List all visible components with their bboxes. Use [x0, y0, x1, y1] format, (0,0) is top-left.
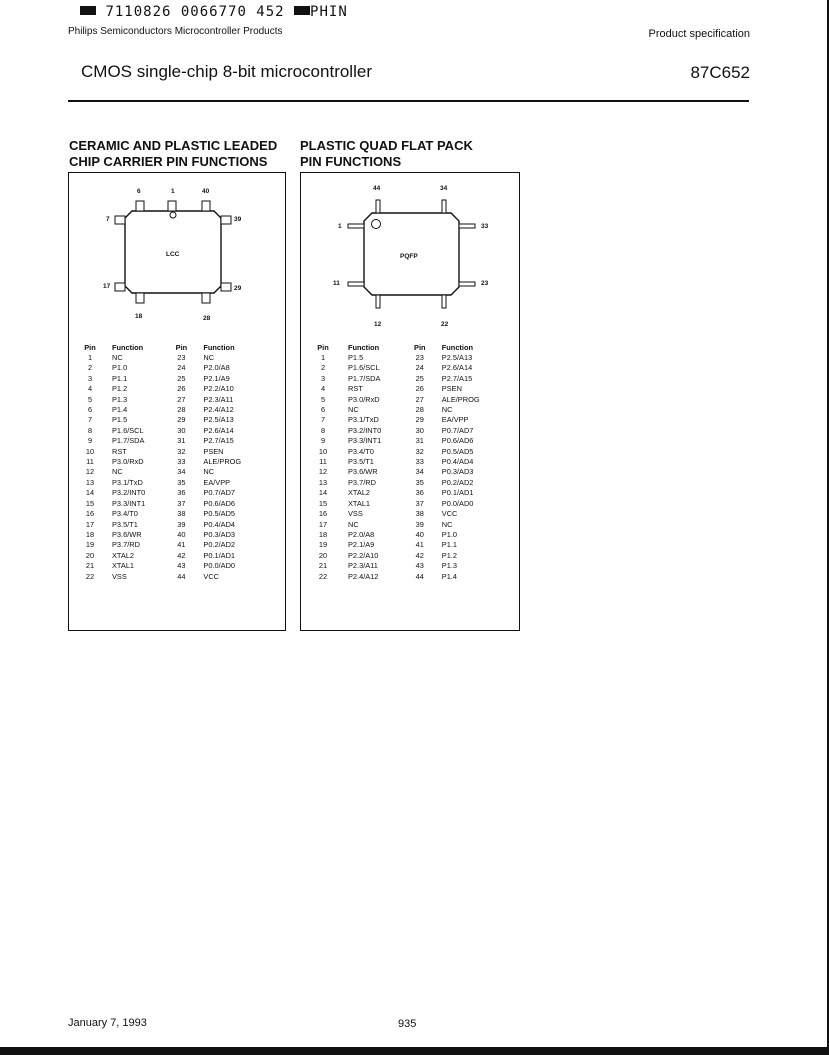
pin-function-cell: P1.1 [441, 540, 457, 550]
pin-function-cell: P3.4/T0 [348, 446, 374, 456]
pin-function-cell: P1.0 [441, 529, 457, 539]
pin-function-cell: P3.3/INT1 [112, 498, 146, 508]
column-header: Function [441, 342, 473, 352]
pin-number-cell: 16 [85, 509, 95, 519]
pin-function-cell: P3.7/RD [112, 540, 140, 550]
pin-number-cell: 30 [177, 425, 186, 435]
pin-function-cell: P0.5/AD5 [203, 509, 236, 519]
barcode-text: 7110826 0066770 452 [105, 4, 285, 20]
table-row [82, 572, 272, 582]
pin-function-cell: P3.1/TxD [348, 415, 379, 425]
scan-barcode-line [80, 4, 348, 20]
table-row [82, 499, 272, 509]
pin-number-cell: 10 [318, 446, 328, 456]
pqfp-pin-label: 12 [374, 321, 382, 328]
pin-number-cell: 31 [177, 436, 186, 446]
pin-function-cell: ALE/PROG [203, 457, 242, 467]
pin-function-cell: P2.6/A14 [203, 425, 234, 435]
pin-number-cell: 13 [85, 477, 95, 487]
pin-function-cell: RST [112, 446, 127, 456]
table-row [82, 447, 272, 457]
lcc-chip-label: LCC [166, 251, 180, 258]
barcode-suffix: PHIN [310, 4, 348, 20]
page-number: 935 [398, 1018, 417, 1030]
column-header: Pin [414, 342, 426, 352]
pin-number-cell: 4 [87, 384, 93, 394]
pin-function-cell: P0.2/AD2 [441, 477, 474, 487]
pin-function-cell: P0.5/AD5 [441, 446, 474, 456]
pin-function-cell: P2.0/A8 [203, 363, 230, 373]
table-row [315, 374, 511, 384]
pin-number-cell: 24 [415, 363, 424, 373]
pin-function-cell: P1.1 [112, 373, 128, 383]
pin-number-cell: 29 [415, 415, 424, 425]
barcode-block-icon [80, 6, 96, 15]
pin-number-cell: 1 [87, 353, 93, 362]
column-header: Function [348, 342, 380, 352]
pin-function-cell: P1.2 [441, 550, 457, 560]
pin-function-cell: P3.6/WR [112, 529, 142, 539]
pin-number-cell: 42 [177, 550, 186, 560]
pin-number-cell: 7 [87, 415, 93, 425]
pin-number-cell: 21 [318, 561, 328, 571]
pin-number-cell: 18 [85, 529, 95, 539]
pin-number-cell: 39 [415, 519, 424, 529]
pin-function-cell: P1.0 [112, 363, 128, 373]
pin-function-cell: P2.4/A12 [203, 405, 234, 415]
pqfp-pin-label: 11 [333, 280, 340, 287]
pin-number-cell: 14 [85, 488, 95, 498]
lcc-heading [69, 138, 277, 170]
table-row [82, 488, 272, 498]
pin-number-cell: 26 [415, 384, 424, 394]
pin-function-cell: XTAL1 [348, 498, 371, 508]
pqfp-pin-label: 23 [481, 280, 489, 287]
pin-number-cell: 23 [177, 353, 186, 362]
pin-function-cell: P0.0/AD0 [203, 561, 236, 571]
pin-function-cell: ALE/PROG [441, 394, 480, 404]
pin-function-cell: NC [203, 353, 215, 362]
pin-function-cell: P0.6/AD6 [441, 436, 474, 446]
pin-number-cell: 35 [415, 477, 424, 487]
pin-function-cell: P2.0/A8 [348, 529, 375, 539]
pin-function-cell: P3.0/RxD [348, 394, 380, 404]
pin-number-cell: 1 [320, 353, 326, 362]
table-row [82, 551, 272, 561]
table-row [82, 457, 272, 467]
pin-number-cell: 8 [87, 425, 93, 435]
pin-function-cell: P1.6/SCL [348, 363, 380, 373]
pin-number-cell: 25 [177, 373, 186, 383]
table-row [315, 405, 511, 415]
table-row [315, 478, 511, 488]
pqfp-pin-table [315, 342, 511, 582]
table-row [315, 530, 511, 540]
lcc-heading-line2: CHIP CARRIER PIN FUNCTIONS [69, 154, 268, 169]
pin-function-cell: P3.2/INT0 [112, 488, 146, 498]
pin-function-cell: P1.3 [441, 561, 457, 571]
pin-function-cell: P2.2/A10 [348, 550, 379, 560]
scan-bottom-edge [0, 1047, 829, 1055]
column-header: Pin [317, 342, 329, 352]
pin-number-cell: 37 [415, 498, 424, 508]
pqfp-heading-line1: PLASTIC QUAD FLAT PACK [300, 138, 473, 153]
pin-number-cell: 38 [177, 509, 186, 519]
pin-function-cell: P1.4 [441, 571, 457, 581]
pin-number-cell: 7 [320, 415, 326, 425]
table-row [315, 561, 511, 571]
pin-function-cell: P3.3/INT1 [348, 436, 382, 446]
part-number: 87C652 [690, 63, 750, 82]
pin-function-cell: P0.1/AD1 [441, 488, 474, 498]
table-row [315, 520, 511, 530]
lcc-pin-label: 29 [234, 285, 242, 292]
pin-number-cell: 21 [85, 561, 95, 571]
pin-number-cell: 33 [415, 457, 424, 467]
pin-number-cell: 3 [320, 373, 326, 383]
lcc-pin-label: 17 [103, 283, 111, 290]
pqfp-pin-label: 34 [440, 185, 448, 192]
pin-function-cell: RST [348, 384, 363, 394]
pqfp-heading-line2: PIN FUNCTIONS [300, 154, 402, 169]
pin-number-cell: 31 [415, 436, 424, 446]
table-row [315, 426, 511, 436]
pin-function-cell: P2.7/A15 [203, 436, 234, 446]
table-row [315, 363, 511, 373]
pin-number-cell: 26 [177, 384, 186, 394]
pin-function-cell: VSS [112, 571, 127, 581]
pin-number-cell: 20 [318, 550, 328, 560]
pin-number-cell: 29 [177, 415, 186, 425]
table-row [82, 426, 272, 436]
pin-function-cell: P1.3 [112, 394, 128, 404]
page-title: CMOS single-chip 8-bit microcontroller [81, 62, 372, 81]
pin-function-cell: P1.5 [348, 353, 364, 362]
pqfp-pin-label: 22 [441, 321, 449, 328]
lcc-pin-label: 40 [202, 188, 210, 195]
pqfp-heading [300, 138, 473, 170]
pin-number-cell: 41 [415, 540, 424, 550]
lcc-panel [68, 172, 286, 631]
pin-function-cell: P2.5/A13 [203, 415, 234, 425]
pin-function-cell: P3.5/T1 [112, 519, 138, 529]
pin-number-cell: 15 [85, 498, 95, 508]
table-row [315, 499, 511, 509]
pin-function-cell: P2.6/A14 [441, 363, 473, 373]
pin-function-cell: XTAL2 [112, 550, 135, 560]
pin-function-cell: P3.2/INT0 [348, 425, 382, 435]
pqfp-pin-label: 33 [481, 223, 489, 230]
pin-number-cell: 30 [415, 425, 424, 435]
table-row [82, 561, 272, 571]
pin-number-cell: 23 [415, 353, 424, 362]
pin-number-cell: 43 [415, 561, 424, 571]
table-row [315, 415, 511, 425]
pin-number-cell: 19 [85, 540, 95, 550]
pin-function-cell: P0.3/AD3 [441, 467, 474, 477]
table-row [82, 363, 272, 373]
table-row [82, 478, 272, 488]
table-row [82, 509, 272, 519]
pin-function-cell: PSEN [441, 384, 462, 394]
pin-number-cell: 6 [87, 405, 93, 415]
pin-function-cell: NC [441, 519, 453, 529]
pin-number-cell: 8 [320, 425, 326, 435]
table-row [315, 436, 511, 446]
pqfp-chip-label: PQFP [400, 253, 418, 260]
pin-function-cell: NC [112, 353, 123, 362]
pin-function-cell: P0.7/AD7 [203, 488, 236, 498]
lcc-pin-label: 39 [234, 216, 242, 223]
pin-number-cell: 22 [318, 571, 328, 581]
doc-type: Product specification [648, 28, 750, 40]
pin-function-cell: P2.7/A15 [441, 373, 473, 383]
pin-number-cell: 42 [415, 550, 424, 560]
pin-number-cell: 13 [318, 477, 328, 487]
pin-function-cell: P2.2/A10 [203, 384, 234, 394]
company-name: Philips Semiconductors Microcontroller Products [68, 26, 283, 37]
pin-function-cell: P0.2/AD2 [203, 540, 236, 550]
column-header: Function [203, 342, 235, 352]
pin-number-cell: 5 [87, 394, 93, 404]
table-row [82, 384, 272, 394]
barcode-block-icon [294, 6, 310, 15]
pin-number-cell: 32 [177, 446, 186, 456]
pin-function-cell: P1.7/SDA [348, 373, 381, 383]
pin-function-cell: P2.3/A11 [348, 561, 378, 571]
lcc-pin-label: 6 [137, 188, 141, 195]
pin-number-cell: 3 [87, 373, 93, 383]
pqfp-panel [300, 172, 520, 631]
pin-function-cell: VCC [203, 571, 219, 581]
pin-function-cell: NC [348, 519, 359, 529]
pin-number-cell: 41 [177, 540, 186, 550]
lcc-pin-label: 7 [106, 216, 110, 223]
pin-number-cell: 32 [415, 446, 424, 456]
pin-function-cell: NC [441, 405, 453, 415]
pin-number-cell: 28 [415, 405, 424, 415]
pin-function-cell: P0.3/AD3 [203, 529, 236, 539]
table-row [315, 353, 511, 363]
table-row [315, 572, 511, 582]
table-row [82, 540, 272, 550]
table-row [315, 457, 511, 467]
pin-function-cell: P2.1/A9 [203, 373, 230, 383]
header-rule [68, 100, 749, 102]
pin-function-cell: P3.7/RD [348, 477, 376, 487]
pin-number-cell: 2 [320, 363, 326, 373]
table-row [315, 488, 511, 498]
table-row [82, 395, 272, 405]
pin-number-cell: 16 [318, 509, 328, 519]
pin-number-cell: 4 [320, 384, 326, 394]
pin-function-cell: P3.6/WR [348, 467, 378, 477]
pin-number-cell: 28 [177, 405, 186, 415]
table-row [82, 520, 272, 530]
table-row [315, 447, 511, 457]
pin-number-cell: 12 [318, 467, 328, 477]
pin-number-cell: 12 [85, 467, 95, 477]
lcc-pin-table [82, 342, 272, 582]
pin-number-cell: 37 [177, 498, 186, 508]
pin-number-cell: 25 [415, 373, 424, 383]
pin-function-cell: NC [203, 467, 215, 477]
pin-function-cell: EA/VPP [203, 477, 231, 487]
pin-function-cell: P0.4/AD4 [203, 519, 236, 529]
pin-function-cell: XTAL1 [112, 561, 135, 571]
pin-number-cell: 20 [85, 550, 95, 560]
table-row [315, 384, 511, 394]
pqfp-pin-label: 1 [338, 223, 342, 230]
lcc-pin-label: 1 [171, 188, 175, 195]
pin-function-cell: VCC [441, 509, 458, 519]
table-header-row [82, 342, 272, 353]
pin-number-cell: 2 [87, 363, 93, 373]
pin-number-cell: 35 [177, 477, 186, 487]
lcc-pin-label: 18 [135, 313, 143, 320]
pin-function-cell: P3.4/T0 [112, 509, 138, 519]
lcc-pin-label: 28 [203, 315, 211, 322]
pin-number-cell: 36 [415, 488, 424, 498]
table-row [315, 509, 511, 519]
pin-function-cell: P1.2 [112, 384, 128, 394]
lcc-heading-line1: CERAMIC AND PLASTIC LEADED [69, 138, 278, 153]
pin-number-cell: 6 [320, 405, 326, 415]
pin-function-cell: P0.1/AD1 [203, 550, 236, 560]
pin-number-cell: 11 [319, 457, 327, 467]
table-header-row [315, 342, 511, 353]
pin-number-cell: 17 [85, 519, 95, 529]
pin-number-cell: 44 [177, 571, 186, 581]
pin-function-cell: P1.7/SDA [112, 436, 145, 446]
pin-number-cell: 40 [177, 529, 186, 539]
pin-function-cell: P2.3/A11 [203, 394, 234, 404]
pin-number-cell: 9 [320, 436, 326, 446]
pin-function-cell: P2.5/A13 [441, 353, 473, 362]
pin-number-cell: 43 [177, 561, 186, 571]
table-row [82, 353, 272, 363]
pin-number-cell: 34 [177, 467, 186, 477]
pin-number-cell: 34 [415, 467, 424, 477]
pin-function-cell: P1.4 [112, 405, 128, 415]
pin-number-cell: 9 [87, 436, 93, 446]
pin-number-cell: 38 [415, 509, 424, 519]
table-row [82, 467, 272, 477]
pin-number-cell: 33 [177, 457, 186, 467]
pin-function-cell: P0.0/AD0 [441, 498, 474, 508]
pin-number-cell: 14 [318, 488, 328, 498]
pin-number-cell: 40 [415, 529, 424, 539]
table-row [82, 374, 272, 384]
footer-date: January 7, 1993 [68, 1017, 147, 1029]
pin-number-cell: 39 [177, 519, 186, 529]
pin-number-cell: 27 [177, 394, 186, 404]
pin-function-cell: P0.7/AD7 [441, 425, 474, 435]
pin-number-cell: 22 [85, 571, 95, 581]
pin-function-cell: P0.6/AD6 [203, 498, 236, 508]
pin-number-cell: 10 [85, 446, 95, 456]
pin-number-cell: 19 [318, 540, 328, 550]
table-row [315, 540, 511, 550]
table-row [315, 395, 511, 405]
table-row [82, 415, 272, 425]
table-row [315, 551, 511, 561]
pin-number-cell: 44 [415, 571, 424, 581]
pin-function-cell: P0.4/AD4 [441, 457, 474, 467]
pin-function-cell: NC [348, 405, 359, 415]
pin-function-cell: P3.5/T1 [348, 457, 374, 467]
pin-function-cell: P2.4/A12 [348, 571, 379, 581]
pin-function-cell: P3.0/RxD [112, 457, 144, 467]
pin-function-cell: NC [112, 467, 123, 477]
pin-function-cell: P1.6/SCL [112, 425, 144, 435]
column-header: Pin [175, 342, 188, 352]
table-row [82, 405, 272, 415]
pin-number-cell: 11 [86, 457, 94, 467]
pin-number-cell: 17 [318, 519, 328, 529]
table-row [82, 530, 272, 540]
pin-number-cell: 24 [177, 363, 186, 373]
pin-function-cell: P3.1/TxD [112, 477, 143, 487]
pqfp-pin-label: 44 [373, 185, 381, 192]
pin-function-cell: PSEN [203, 446, 224, 456]
pin-number-cell: 18 [318, 529, 328, 539]
pin-function-cell: P1.5 [112, 415, 128, 425]
column-header: Pin [84, 342, 96, 352]
pin-number-cell: 36 [177, 488, 186, 498]
pin-number-cell: 5 [320, 394, 326, 404]
pin-function-cell: XTAL2 [348, 488, 371, 498]
pin-number-cell: 27 [415, 394, 424, 404]
pin-number-cell: 15 [318, 498, 328, 508]
pin-function-cell: P2.1/A9 [348, 540, 375, 550]
table-row [82, 436, 272, 446]
pin-function-cell: EA/VPP [441, 415, 469, 425]
pin-function-cell: VSS [348, 509, 363, 519]
table-row [315, 467, 511, 477]
column-header: Function [112, 342, 144, 352]
